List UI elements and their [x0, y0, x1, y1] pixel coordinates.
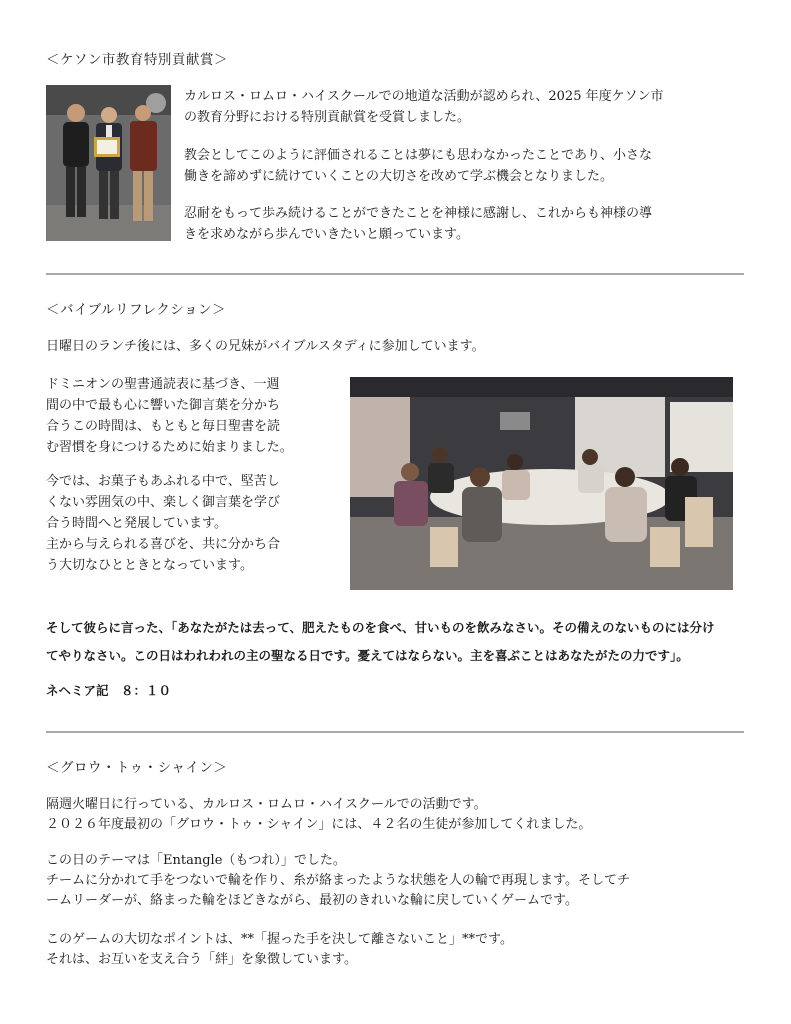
bible-paragraph-2: 今では、お菓子もあふれる中で、堅苦し くない雰囲気の中、楽しく御言葉を学び 合う時間へと発展しています。 主から与えられる喜びを、共に分かち合 う大切なひとときとなっています。 — [46, 474, 281, 573]
grow-paragraph-3: このゲームの大切なポイントは、**「握った手を決して離さないこと」**です。 それは、お互いを支え合う「絆」を象徴しています。 — [46, 932, 513, 967]
bible-verse: そして彼らに言った、「あなたがたは去って、肥えたものを食べ、甘いものを飲みなさい。その備えのないものには分け てやりなさい。この日はわれわれの主の聖なる日です。憂えてはならない。主を喜ぶことはあなたがたの力です」。 — [46, 620, 715, 663]
section-divider — [46, 731, 744, 733]
section-heading-bible: ＜バイブルリフレクション＞ — [46, 302, 226, 318]
grow-paragraph-2: この日のテーマは「Entangle（もつれ）」でした。 チームに分かれて手をつないで輪を作り、糸が絡まったような状態を人の輪で再現します。そしてチ ームリーダーが、絡まった輪をほどきながら、最初のきれいな輪に戻していくゲームです。 — [46, 853, 630, 908]
section-divider — [46, 273, 744, 275]
award-paragraph-2: 教会としてこのように評価されることは夢にも思わなかったことであり、小さな 働きを諦めずに続けていくことの大切さを改めて学ぶ機会となりました。 — [184, 148, 653, 184]
verse-reference: ネヘミア記 ８：１０ — [46, 683, 172, 698]
award-photo — [46, 85, 171, 241]
grow-paragraph-1: 隔週火曜日に行っている、カルロス・ロムロ・ハイスクールでの活動です。 ２０２６年度最初の「グロウ・トゥ・シャイン」には、４２名の生徒が参加してくれました。 — [46, 797, 592, 832]
bible-intro: 日曜日のランチ後には、多くの兄妹がバイブルスタディに参加しています。 — [46, 339, 485, 354]
bible-study-photo — [350, 377, 733, 590]
section-heading-grow: ＜グロウ・トゥ・シャイン＞ — [46, 760, 228, 776]
section-heading-award: ＜ケソン市教育特別貢献賞＞ — [46, 52, 228, 68]
award-paragraph-3: 忍耐をもって歩み続けることができたことを神様に感謝し、これからも神様の導 きを求めながら歩んでいきたいと願っています。 — [184, 206, 653, 242]
award-paragraph-1: カルロス・ロムロ・ハイスクールでの地道な活動が認められ、2025 年度ケソン市 の教育分野における特別貢献賞を受賞しました。 — [184, 89, 664, 125]
bible-paragraph-1: ドミニオンの聖書通読表に基づき、一週 間の中で最も心に響いた御言葉を分かち 合うこの時間は、もともと毎日聖書を読 む習慣を身につけるために始まりました。 — [46, 377, 293, 455]
